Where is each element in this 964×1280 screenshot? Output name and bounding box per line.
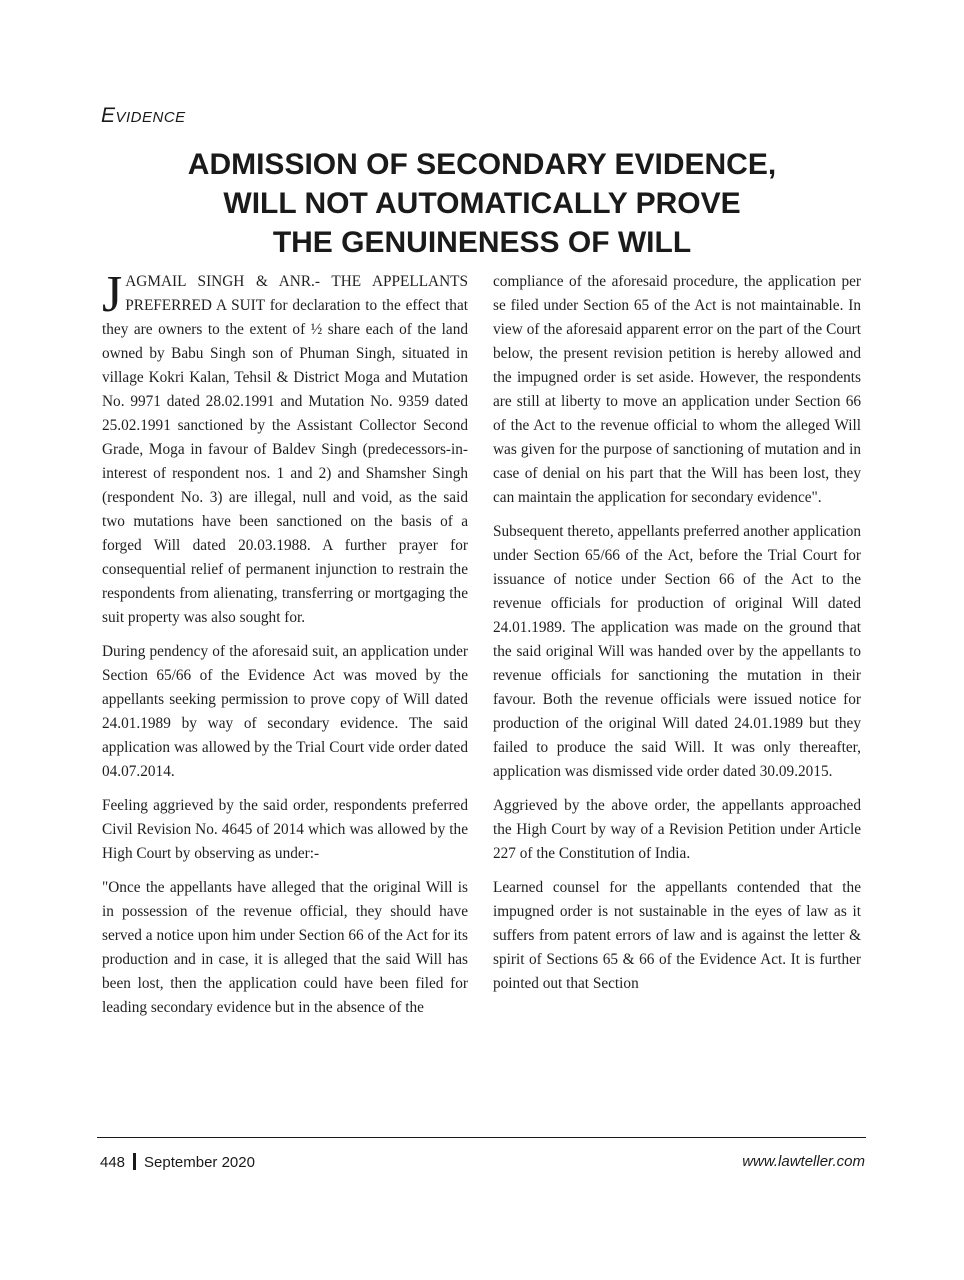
quoted-paragraph-continued: compliance of the aforesaid procedure, the application per se filed under Section 65 of the Act is not maintainable. In view of the aforesaid apparent error on the part of the Court below, the present revision petition is hereby allowed and the impugned order is set aside. However, the respondents are still at liberty to move an application under Section 66 of the Act to the revenue official to whom the alleged Will was given for the purpose of sanctioning of mutation and in case of denial on his part that the Will has been lost, they can maintain the application for secondary evidence".: [493, 273, 861, 506]
title-line: WILL NOT AUTOMATICALLY PROVE: [223, 187, 741, 220]
paragraph-text: AGMAIL SINGH & ANR.- THE APPELLANTS PREFERRED A SUIT for declaration to the effect that they are owners to the extent of ½ share each of the land owned by Babu Singh son of Phuman Singh, situated in village Kokri Kalan, Tehsil & District Moga and Mutation No. 9971 dated 28.02.1991 and Mutation No. 9359 dated 25.02.1991 sanctioned by the Assistant Collector Second Grade, Moga in favour of Baldev Singh (predecessors-in-interest of respondent nos. 1 and 2) and Shamsher Singh (respondent No. 3) are illegal, null and void, as the said two mutations have been sanctioned on the basis of a forged Will dated 20.03.1988. A further prayer for consequential relief of permanent injunction to restrain the respondents from alienating, transferring or mortgaging the suit property was also sought for.: [102, 273, 468, 626]
title-line: THE GENUINENESS OF WILL: [272, 226, 692, 259]
footer-page-info: [100, 1153, 255, 1171]
quoted-paragraph: "Once the appellants have alleged that the original Will is in possession of the revenue official, they should have served a notice upon him under Section 66 of the Act for its production and in case, it is alleged that the said Will has been lost, then the application could have been filed for leading secondary evidence but in the absence of the: [102, 879, 468, 1016]
footer-rule: [97, 1137, 866, 1138]
right-column: [493, 270, 861, 1006]
paragraph: During pendency of the aforesaid suit, an application under Section 65/66 of the Evidence Act was moved by the appellants seeking permission to prove copy of Will dated 24.01.1989 by way of secondary evidence. The said application was allowed by the Trial Court vide order dated 04.07.2014.: [102, 643, 468, 780]
article-title: [100, 145, 864, 262]
footer-website[interactable]: www.lawteller.com: [742, 1153, 865, 1170]
issue-date: September 2020: [144, 1154, 255, 1171]
paragraph: Aggrieved by the above order, the appellants approached the High Court by way of a Revision Petition under Article 227 of the Constitution of India.: [493, 797, 861, 862]
page-number: 448: [100, 1154, 126, 1171]
paragraph: [102, 266, 468, 630]
drop-cap: J: [102, 266, 123, 323]
left-column: [102, 266, 468, 1030]
paragraph: Feeling aggrieved by the said order, respondents preferred Civil Revision No. 4645 of 2014 which was allowed by the High Court by observing as under:-: [102, 797, 468, 862]
paragraph: Subsequent thereto, appellants preferred another application under Section 65/66 of the Act, before the Trial Court for issuance of notice under Section 66 of the Act to the revenue officials for production of original Will dated 24.01.1989. The application was made on the ground that the said original Will was handed over by the appellants to revenue officials for sanctioning the mutation in their favour. Both the revenue officials were issued notice for production of the original Will dated 24.01.1989 but they failed to produce the said Will. It was only thereafter, application was dismissed vide order dated 30.09.2015.: [493, 523, 861, 780]
paragraph: Learned counsel for the appellants contended that the impugned order is not sustainable in the eyes of law as it suffers from patent errors of law and is against the letter & spirit of Sections 65 & 66 of the Evidence Act. It is further pointed out that Section: [493, 879, 861, 992]
page-separator: [133, 1153, 136, 1170]
section-label: Evidence: [101, 104, 186, 127]
title-line: ADMISSION OF SECONDARY EVIDENCE,: [187, 148, 777, 181]
